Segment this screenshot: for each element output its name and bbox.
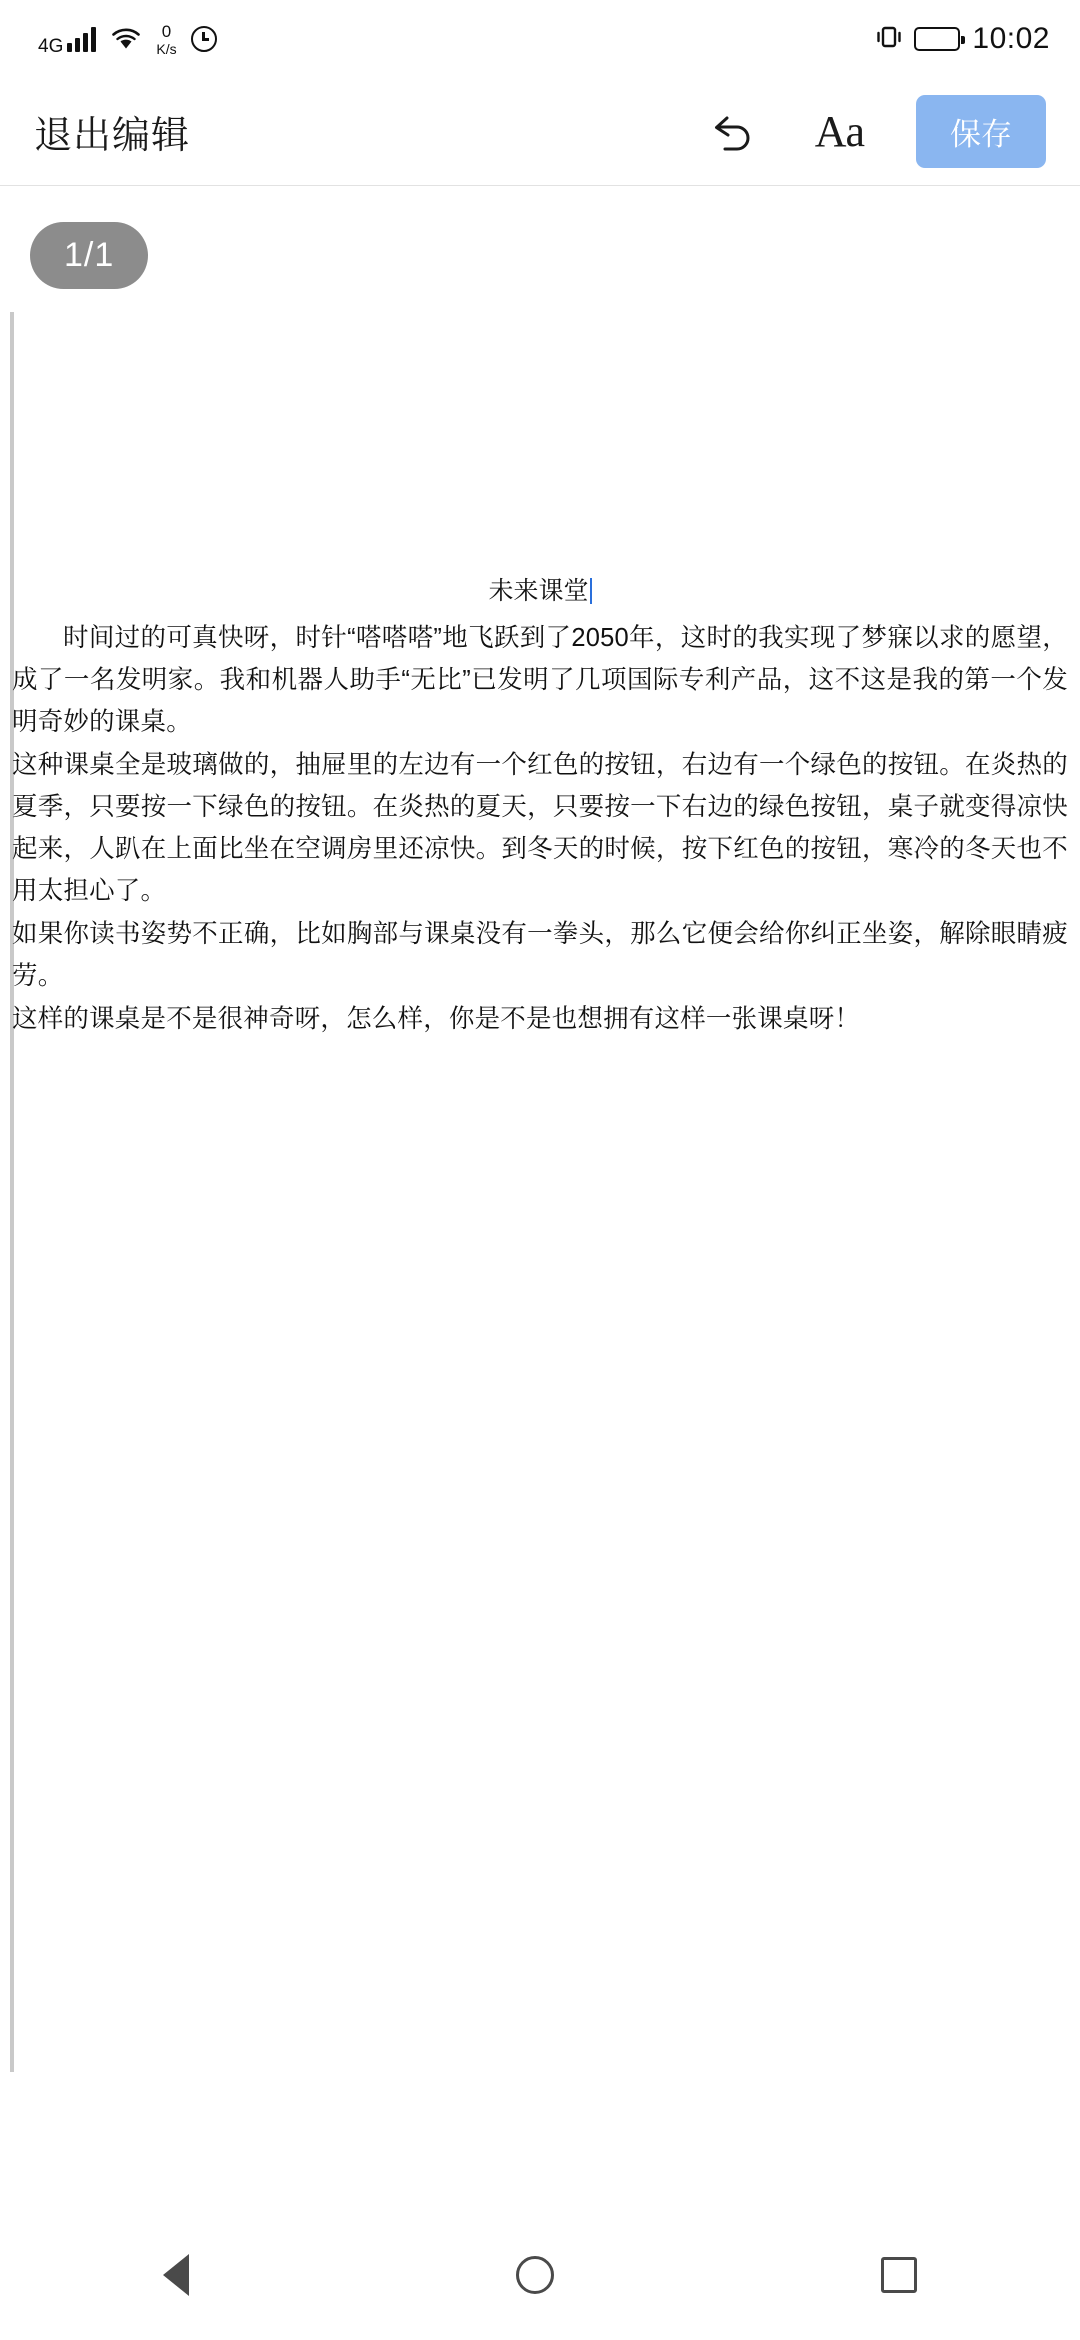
status-bar [0,0,1080,78]
document-title-text: 未来课堂 [488,577,589,605]
document-body[interactable] [0,571,1080,1041]
save-button[interactable]: 保存 [916,95,1046,168]
network-type-label: 4G [38,35,64,57]
page-indicator: 1/1 [30,222,148,289]
exit-edit-button[interactable]: 退出编辑 [34,115,191,157]
data-rate-unit: K/s [156,40,177,57]
document-paragraph[interactable]: 这样的课桌是不是很神奇呀，怎么样，你是不是也想拥有这样一张课桌呀！ [12,1005,861,1033]
undo-icon[interactable] [703,104,759,160]
back-triangle-icon[interactable] [163,2254,189,2296]
status-bar-right [876,22,1050,56]
document-title[interactable] [12,571,1068,607]
document-paragraph[interactable]: 如果你读书姿势不正确，比如胸部与课桌没有一拳头，那么它便会给你纠正坐姿，解除眼睛疲劳。 [12,920,1068,990]
signal-bars-icon [67,26,96,52]
alarm-clock-icon [191,26,217,52]
document-area[interactable] [0,186,1080,2111]
document-paragraph[interactable]: 这种课桌全是玻璃做的，抽屉里的左边有一个红色的按钮，右边有一个绿色的按钮。在炎热的夏季，只要按一下绿色的按钮。在炎热的夏天，只要按一下右边的绿色按钮，桌子就变得凉快起来，人趴在上面比坐在空调房里还凉快。到冬天的时候，按下红色的按钮，寒冷的冬天也不用太担心了。 [12,751,1068,905]
vibrate-icon [876,24,902,55]
text-caret [590,578,592,604]
system-nav-bar [0,2210,1080,2340]
status-bar-left [38,23,217,56]
recent-square-icon[interactable] [881,2257,917,2293]
data-rate-value: 0 [161,21,172,41]
home-circle-icon[interactable] [516,2256,554,2294]
font-size-icon[interactable]: Aa [814,107,864,156]
document-paragraph[interactable]: 时间过的可真快呀，时针“嗒嗒嗒”地飞跃到了2050年，这时的我实现了梦寐以求的愿望，成了一名发明家。我和机器人助手“无比”已发明了几项国际专利产品，这不这是我的第一个发明奇妙的课桌。 [12,624,1068,736]
battery-icon [914,27,960,51]
wifi-icon [110,26,142,52]
status-clock: 10:02 [972,22,1050,55]
data-rate-indicator [156,23,176,56]
editor-toolbar [0,78,1080,186]
